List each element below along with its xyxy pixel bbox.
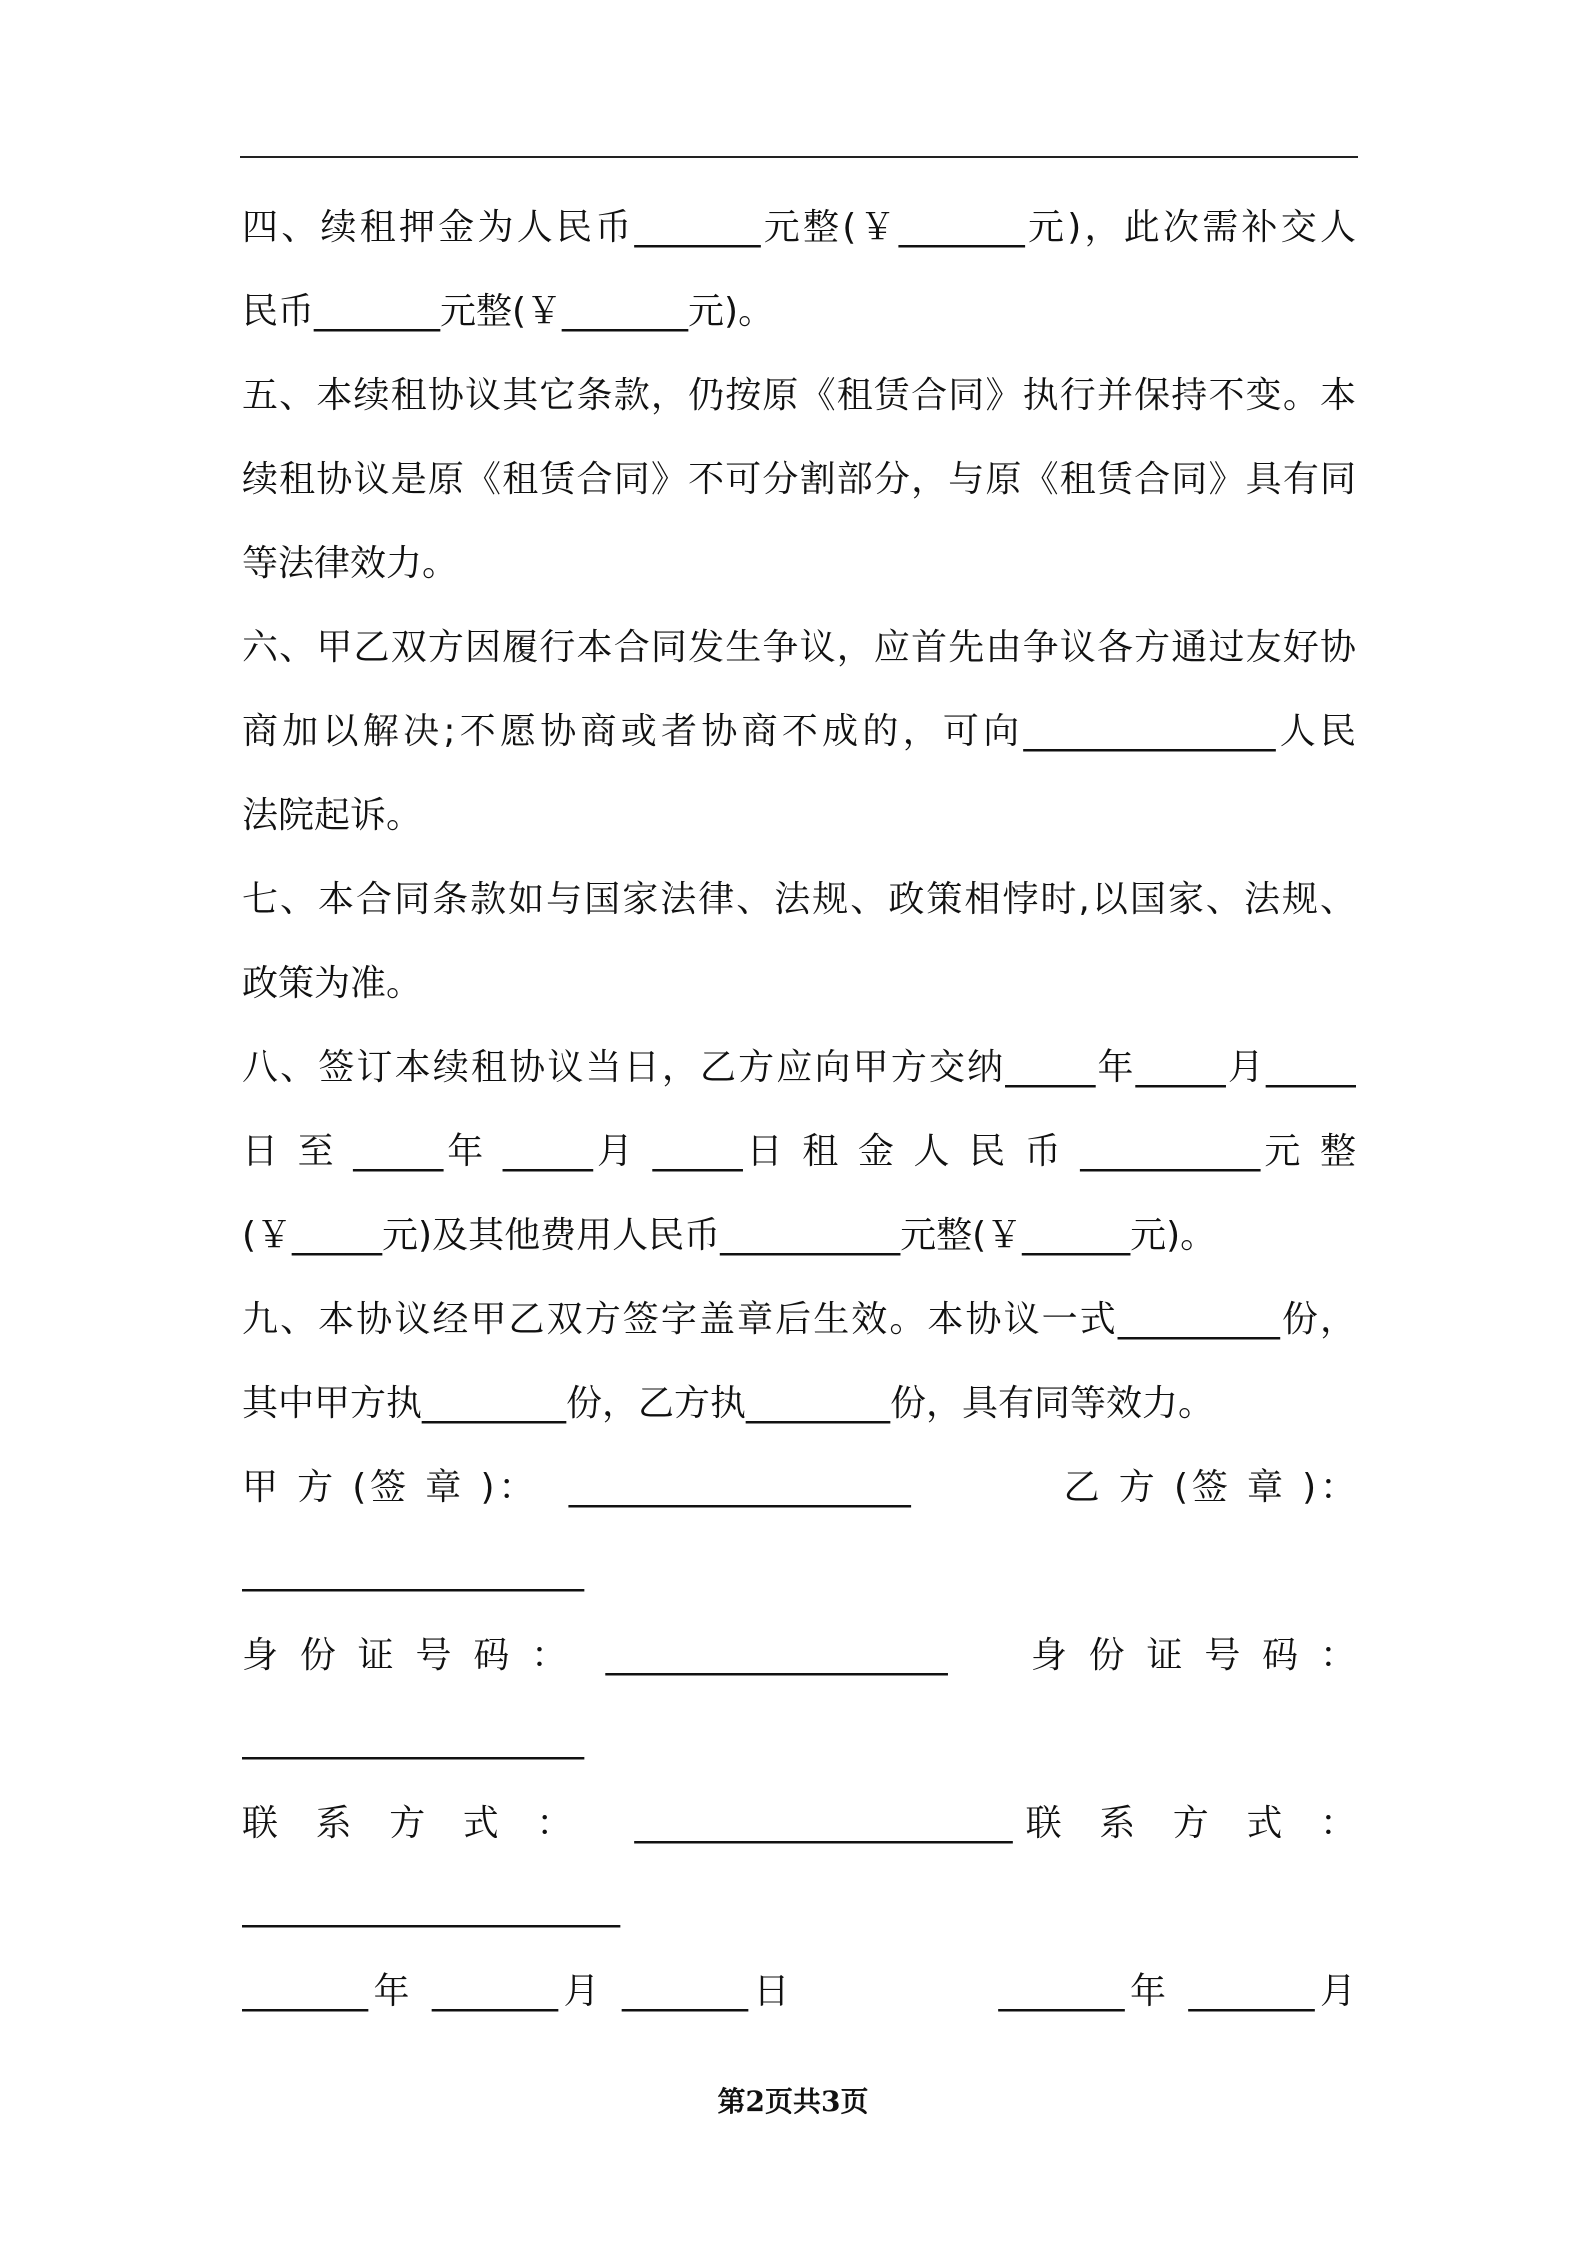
text-line-clause-6c: 法院起诉。: [242, 795, 423, 836]
signature-line-party-b-blank: ___________________: [242, 1551, 584, 1592]
text-line-clause-7a: 七、本合同条款如与国家法律、法规、政策相悖时,以国家、法规、: [242, 879, 1356, 920]
text-line-clause-4a: 四、续租押金为人民币_______元整(￥_______元)，此次需补交人: [242, 207, 1356, 248]
text-line-clause-5c: 等法律效力。: [242, 543, 459, 584]
text-line-clause-5a: 五、本续租协议其它条款，仍按原《租赁合同》执行并保持不变。本: [242, 375, 1356, 416]
page-number-footer: 第2页共3页: [717, 2085, 869, 2118]
text-line-clause-7b: 政策为准。: [242, 963, 423, 1004]
header-rule: [240, 156, 1358, 158]
text-line-clause-8b: 日 至 _____年 _____月 _____日 租 金 人 民 币 __________元 整: [242, 1131, 1356, 1172]
contact-blank: _____________________: [242, 1887, 620, 1928]
text-line-clause-6b: 商加以解决;不愿协商或者协商不成的，可向______________人民: [242, 711, 1356, 752]
text-line-clause-9b: 其中甲方执________份，乙方执________份，具有同等效力。: [242, 1383, 1215, 1424]
text-line-clause-5b: 续租协议是原《租赁合同》不可分割部分，与原《租赁合同》具有同: [242, 459, 1356, 500]
text-line-clause-6a: 六、甲乙双方因履行本合同发生争议，应首先由争议各方通过友好协: [242, 627, 1356, 668]
signature-line-party-a: 甲 方 (签 章 )： ___________________ 乙 方 (签 章 )：: [242, 1467, 1356, 1508]
id-number-line: 身 份 证 号 码 ： ___________________ 身 份 证 号 码 ：: [242, 1635, 1356, 1676]
contact-line: 联 系 方 式 ： _____________________联 系 方 式 ：: [242, 1803, 1356, 1844]
text-line-clause-4b: 民币_______元整(￥_______元)。: [242, 291, 775, 332]
text-line-clause-9a: 九、本协议经甲乙双方签字盖章后生效。本协议一式_________份，: [242, 1299, 1356, 1340]
text-line-clause-8c: (￥_____元)及其他费用人民币__________元整(￥______元)。: [242, 1215, 1217, 1256]
date-line: _______年 _______月 _______日 _______年 _______月: [242, 1971, 1356, 2012]
id-number-blank: ___________________: [242, 1719, 584, 1760]
text-line-clause-8a: 八、签订本续租协议当日，乙方应向甲方交纳_____年_____月_____: [242, 1047, 1356, 1088]
